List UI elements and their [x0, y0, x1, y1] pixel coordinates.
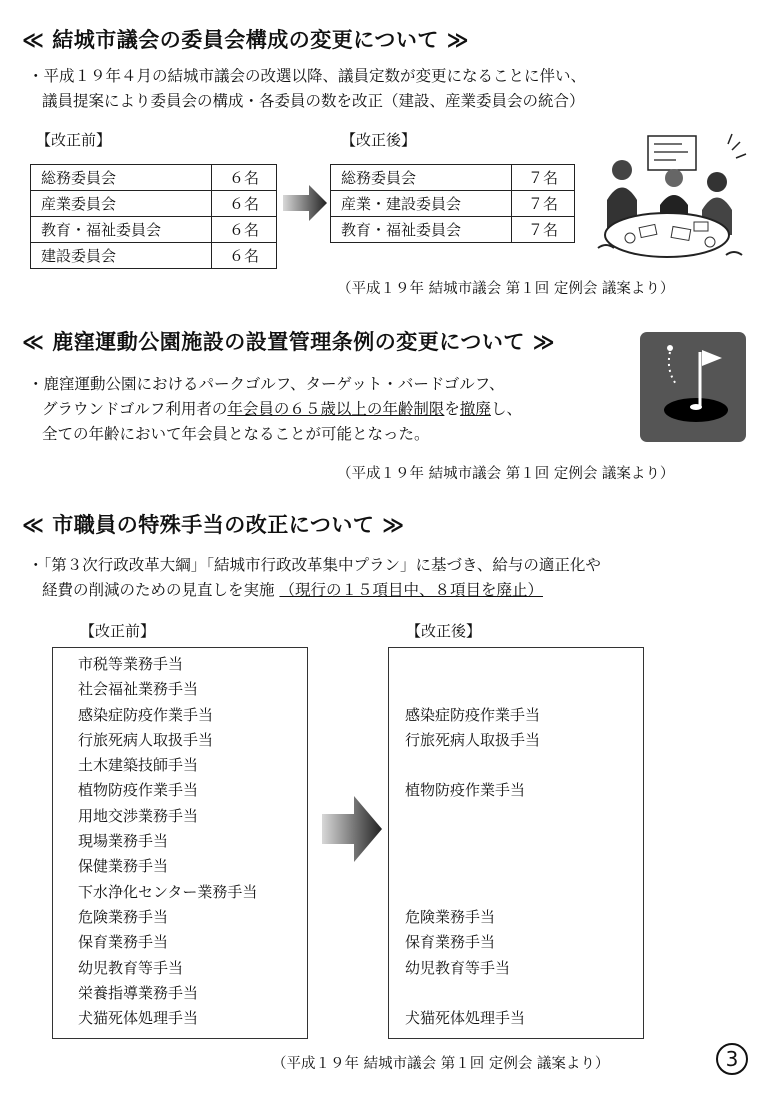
list-item	[405, 652, 540, 677]
committee-name: 建設委員会	[31, 243, 212, 269]
table-row	[331, 217, 575, 243]
age-limit-underlined: 年会員の６５歳以上の年齢制限	[227, 400, 445, 418]
right-arrow-icon	[322, 796, 382, 862]
committee-name: 産業・建設委員会	[331, 191, 512, 217]
section2-line2	[42, 397, 522, 422]
section1-before-label: 【改正前】	[36, 131, 112, 149]
allowance-after-list	[388, 647, 644, 1039]
committee-name: 産業委員会	[31, 191, 212, 217]
section1-source: （平成１９年 結城市議会 第１回 定例会 議案より）	[337, 281, 675, 297]
list-item: 栄養指導業務手当	[78, 983, 199, 1002]
section3-after-label: 【改正後】	[406, 622, 482, 640]
list-item: 市税等業務手当	[78, 655, 184, 673]
section2-source: （平成１９年 結城市議会 第１回 定例会 議案より）	[337, 466, 675, 482]
list-item: 犬猫死体処理手当	[405, 1009, 526, 1028]
committee-after-table	[330, 164, 575, 243]
committee-name: 総務委員会	[331, 165, 512, 191]
list-item: 土木建築技師手当	[78, 756, 199, 775]
list-item: 幼児教育等手当	[78, 958, 184, 977]
list-item: 保育業務手当	[78, 933, 169, 952]
list-item	[405, 854, 540, 879]
table-row	[31, 191, 277, 217]
committee-before-table	[30, 164, 277, 269]
list-item: 感染症防疫作業手当	[405, 705, 541, 724]
golf-flag-icon	[640, 332, 746, 442]
section3-before-label: 【改正前】	[80, 622, 156, 640]
section3-line2	[42, 578, 543, 603]
page-number: 3	[716, 1043, 748, 1075]
list-item	[405, 804, 540, 829]
table-row	[31, 243, 277, 269]
section2-line2-text: を	[444, 400, 460, 418]
list-item: 現場業務手当	[78, 832, 169, 851]
list-item: 社会福祉業務手当	[78, 680, 199, 699]
list-item	[405, 829, 540, 854]
section3-source: （平成１９年 結城市議会 第１回 定例会 議案より）	[272, 1056, 610, 1072]
section2-line2-text: し、	[490, 400, 522, 418]
section1-after-label: 【改正後】	[341, 131, 417, 149]
list-item: 行旅死病人取扱手当	[78, 730, 214, 749]
table-row	[31, 165, 277, 191]
list-item: 植物防疫作業手当	[78, 781, 199, 800]
list-item: 植物防疫作業手当	[405, 781, 526, 800]
list-item: 保育業務手当	[405, 933, 496, 952]
section2-line1: ・鹿窪運動公園におけるパークゴルフ、ターゲット・バードゴルフ、	[28, 375, 505, 393]
committee-count: ６名	[212, 243, 277, 269]
section1-title: ≪ 結城市議会の委員会構成の変更について ≫	[22, 28, 470, 52]
committee-count: ６名	[212, 217, 277, 243]
section3-line1: ・「第３次行政改革大綱」「結城市行政改革集中プラン」に基づき、給与の適正化や	[28, 556, 601, 574]
committee-name: 教育・福祉委員会	[331, 217, 512, 243]
committee-count: ７名	[512, 191, 575, 217]
list-item: 危険業務手当	[405, 907, 496, 926]
right-arrow-icon	[283, 185, 327, 221]
list-item	[405, 677, 540, 702]
section3-line2-text: 経費の削減のための見直しを実施	[42, 581, 275, 599]
section2-line2-text: グラウンドゴルフ利用者の	[42, 400, 228, 418]
list-item	[405, 753, 540, 778]
allowance-before-list	[52, 647, 308, 1039]
list-item: 保健業務手当	[78, 857, 169, 876]
section3-title: ≪ 市職員の特殊手当の改正について ≫	[22, 513, 405, 537]
section2-title: ≪ 鹿窪運動公園施設の設置管理条例の変更について ≫	[22, 330, 556, 354]
list-item: 犬猫死体処理手当	[78, 1009, 199, 1028]
committee-count: ６名	[212, 191, 277, 217]
list-item: 幼児教育等手当	[405, 958, 511, 977]
abolish-count-underlined: （現行の１５項目中、８項目を廃止）	[279, 581, 543, 599]
list-item	[405, 880, 540, 905]
section2-line3: 全ての年齢において年会員となることが可能となった。	[42, 425, 430, 443]
meeting-illustration-icon	[592, 130, 750, 265]
list-item: 用地交渉業務手当	[78, 806, 199, 825]
section1-paragraph-line2: 議員提案により委員会の構成・各委員の数を改正（建設、産業委員会の統合）	[42, 92, 585, 110]
list-item: 危険業務手当	[78, 907, 169, 926]
list-item: 下水浄化センター業務手当	[78, 882, 258, 901]
committee-name: 総務委員会	[31, 165, 212, 191]
table-row	[31, 217, 277, 243]
committee-count: ７名	[512, 217, 575, 243]
section1-paragraph-line1: ・平成１９年４月の結城市議会の改選以降、議員定数が変更になることに伴い、	[28, 67, 587, 85]
table-row	[331, 165, 575, 191]
committee-count: ７名	[512, 165, 575, 191]
list-item: 行旅死病人取扱手当	[405, 730, 541, 749]
committee-name: 教育・福祉委員会	[31, 217, 212, 243]
abolish-underlined: 撤廃	[459, 400, 491, 418]
list-item: 感染症防疫作業手当	[78, 705, 214, 724]
table-row	[331, 191, 575, 217]
committee-count: ６名	[212, 165, 277, 191]
list-item	[405, 981, 540, 1006]
